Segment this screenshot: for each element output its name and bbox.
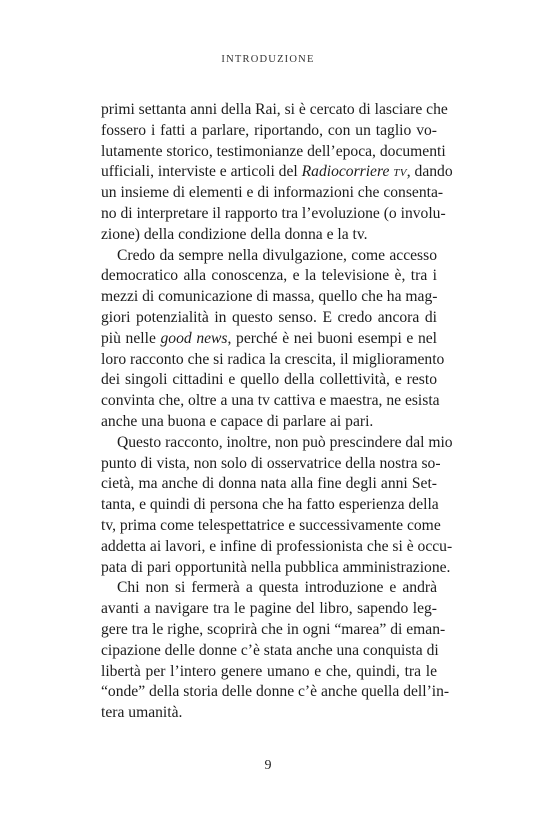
paragraph (101, 246, 445, 433)
text-line: Chi non si fermerà a questa introduzione e andrà (117, 579, 437, 597)
text-line: lutamente storico, testimonianze dell’epoca, documenti (101, 142, 446, 160)
text-line: cietà, ma anche di donna nata alla fine degli anni Set- (101, 475, 437, 493)
text-line: tv, prima come telespettatrice e successivamente come (101, 516, 441, 534)
text-line: fossero i fatti a parlare, riportando, con un taglio vo- (101, 121, 437, 139)
text-line: giori potenzialità in questo senso. E credo ancora di (101, 308, 437, 326)
body-text (101, 100, 453, 724)
text-line: anche una buona e capace di parlare ai pari. (101, 412, 374, 430)
text-line: Credo da sempre nella divulgazione, come accesso (117, 246, 437, 264)
text-line (101, 162, 453, 183)
text-line: mezzi di comunicazione di massa, quello che ha mag- (101, 288, 438, 306)
text-line: tanta, e quindi di persona che ha fatto esperienza della (101, 496, 439, 514)
text-line (101, 329, 437, 350)
text-line: tera umanità. (101, 704, 183, 722)
text-line: no di interpretare il rapporto tra l’evoluzione (o involu- (101, 204, 446, 222)
text-line: zione) della condizione della donna e la tv. (101, 225, 368, 243)
paragraph (101, 578, 450, 724)
text-line: libertà per l’intero genere umano e che, quindi, tra le (101, 662, 437, 680)
text-line: “onde” della storia delle donne c’è anche quella dell’in- (101, 683, 450, 701)
italic-smallcaps-title: TV (393, 167, 407, 180)
paragraph (101, 100, 453, 246)
text-line: convinta che, oltre a una tv cattiva e maestra, ne esista (101, 392, 440, 410)
text-segment: ufficiali, interviste e articoli del (101, 163, 302, 181)
text-segment: , perché è nei buoni esempi e nel (227, 329, 438, 347)
text-line: un insieme di elementi e di informazioni che consenta- (101, 184, 444, 202)
running-head: INTRODUZIONE (221, 54, 315, 65)
text-line: democratico alla conoscenza, e la televisione è, tra i (101, 267, 437, 285)
text-line: primi settanta anni della Rai, si è cercato di lasciare che (101, 101, 448, 118)
page-number: 9 (264, 758, 272, 773)
text-segment: , dando (406, 163, 453, 181)
italic-title: Radiocorriere (301, 163, 394, 181)
paragraph (101, 433, 453, 579)
text-line: addetta ai lavori, e infine di professionista che si è occu- (101, 537, 453, 555)
italic-phrase: good news (160, 329, 228, 347)
text-line: cipazione delle donne c’è stata anche una conquista di (101, 641, 439, 659)
text-line: avanti a navigare tra le pagine del libro, sapendo leg- (101, 600, 437, 618)
text-line: gere tra le righe, scoprirà che in ogni “marea” di eman- (101, 620, 446, 638)
text-line: pata di pari opportunità nella pubblica amministrazione. (101, 558, 451, 576)
text-line: dei singoli cittadini e quello della collettività, e resto (101, 371, 437, 389)
text-line: loro racconto che si radica la crescita, il miglioramento (101, 350, 445, 368)
text-line: Questo racconto, inoltre, non può prescindere dal mio (117, 433, 453, 451)
text-segment: più nelle (101, 329, 161, 347)
text-line: punto di vista, non solo di osservatrice della nostra so- (101, 454, 441, 472)
